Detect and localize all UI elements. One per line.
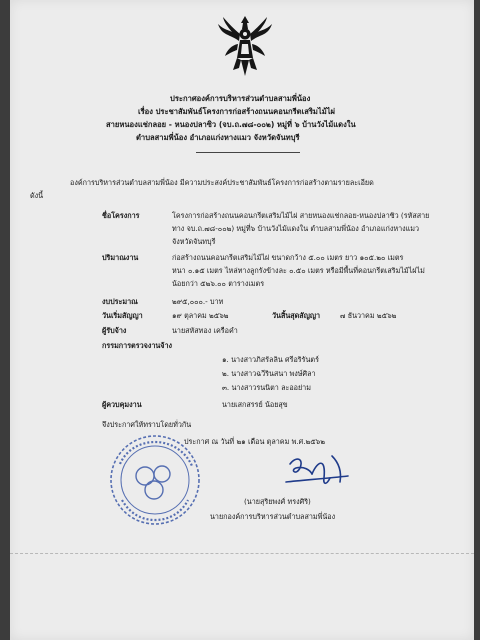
signature <box>282 448 352 492</box>
intro-line-2: ดังนี้ <box>30 191 44 200</box>
official-stamp <box>102 430 208 530</box>
start-label: วันเริ่มสัญญา <box>102 311 143 320</box>
garuda-emblem <box>216 14 274 78</box>
volume-line-2: หนา ๐.๑๕ เมตร ไหล่ทางลูกรังข้างละ ๐.๕๐ เมตร หรือมีพื้นที่คอนกรีตเสริมไม้ไผ่ไม่ <box>172 266 425 275</box>
document-page <box>10 0 474 640</box>
header-line-4: ตำบลสามพี่น้อง อำเภอแก่งหางแมว จังหวัดจันทบุรี <box>136 133 300 142</box>
project-line-3: จังหวัดจันทบุรี <box>172 237 216 246</box>
committee-member: ๓. นางสาวรนนิตา ละออย่าม <box>222 383 311 392</box>
dateline: ประกาศ ณ วันที่ ๒๑ เดือน ตุลาคม พ.ศ.๒๕๖๒ <box>184 437 325 446</box>
volume-line-3: น้อยกว่า ๕๒๖.๐๐ ตารางเมตร <box>172 279 265 288</box>
footer-divider <box>10 553 474 554</box>
project-label: ชื่อโครงการ <box>102 211 140 220</box>
committee-member: ๑. นางสาวภิสรัลลิน ศรีอริรันตร์ <box>222 355 319 364</box>
budget-value: ๒๙๕,๐๐๐.- บาท <box>172 297 224 306</box>
header-line-2: เรื่อง ประชาสัมพันธ์โครงการก่อสร้างถนนคอนกรีตเสริมไม้ไผ่ <box>138 107 336 116</box>
end-label: วันสิ้นสุดสัญญา <box>272 311 320 320</box>
contractor-label: ผู้รับจ้าง <box>102 326 127 335</box>
contractor-value: นายสหัสทอง เครือคำ <box>172 326 238 335</box>
volume-label: ปริมาณงาน <box>102 253 139 262</box>
committee-label: กรรมการตรวจงานจ้าง <box>102 341 173 350</box>
start-value: ๑๙ ตุลาคม ๒๕๖๒ <box>172 311 229 320</box>
supervisor-value: นายเสกสรรย์ น้อยสุข <box>222 400 288 409</box>
intro-line-1: องค์การบริหารส่วนตำบลสามพี่น้อง มีความประสงค์ประชาสัมพันธ์โครงการก่อสร้างตามรายละเอียด <box>70 178 374 187</box>
header-line-1: ประกาศองค์การบริหารส่วนตำบลสามพี่น้อง <box>170 94 311 103</box>
signer-name: (นายสุริยพงศ์ ทรงศิริ) <box>244 497 311 506</box>
budget-label: งบประมาณ <box>102 297 138 306</box>
volume-line-1: ก่อสร้างถนนคอนกรีตเสริมไม้ไผ่ ขนาดกว้าง ๕.๐๐ เมตร ยาว ๑๐๕.๒๐ เมตร <box>172 253 404 262</box>
end-value: ๗ ธันวาคม ๒๕๖๒ <box>340 311 397 320</box>
header-line-3: สายหนองแช่กลอย - หนองปลาซิว (จบ.ถ.๗๘-๐๐๒) หมู่ที่ ๖ บ้านวังไม้แดงใน <box>106 120 356 129</box>
header-rule <box>196 152 300 153</box>
project-line-2: ทาง จบ.ถ.๗๘-๐๐๒) หมู่ที่๖ บ้านวังไม้แดงใน ตำบลสามพี่น้อง อำเภอแก่งหางแมว <box>172 224 420 233</box>
committee-member: ๒. นางสาวฉวีรินสนา พงษ์ศิลา <box>222 369 316 378</box>
signer-title: นายกองค์การบริหารส่วนตำบลสามพี่น้อง <box>210 512 336 521</box>
supervisor-label: ผู้ควบคุมงาน <box>102 400 142 409</box>
closing-text: จึงประกาศให้ทราบโดยทั่วกัน <box>102 420 192 429</box>
project-line-1: โครงการก่อสร้างถนนคอนกรีตเสริมไม้ไผ่ สายหนองแช่กลอย-หนองปลาซิว (รหัสสาย <box>172 211 430 220</box>
